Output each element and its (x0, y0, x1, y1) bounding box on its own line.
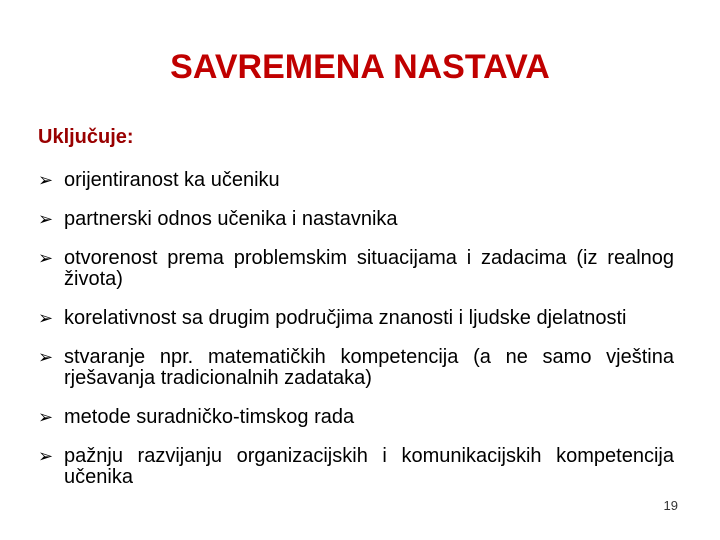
arrowhead-bullet-icon: ➢ (38, 170, 54, 190)
arrowhead-bullet-icon: ➢ (38, 308, 54, 328)
bullet-item-5 (38, 347, 674, 389)
bullet-text: orijentiranost ka učeniku (64, 169, 280, 191)
arrowhead-bullet-icon: ➢ (38, 347, 54, 367)
arrowhead-bullet-icon: ➢ (38, 209, 54, 229)
bullet-text: pažnju razvijanju organizacijskih i komunikacijskih kompetencija učenika (64, 445, 674, 488)
bullet-item-3 (38, 248, 674, 290)
slide-title: SAVREMENA NASTAVA (170, 48, 550, 86)
arrowhead-bullet-icon: ➢ (38, 407, 54, 427)
bullet-item-1 (38, 170, 674, 191)
bullet-item-6 (38, 407, 674, 428)
bullet-list (38, 170, 674, 506)
bullet-text: korelativnost sa drugim područjima znanosti i ljudske djelatnosti (64, 307, 627, 329)
bullet-text: otvorenost prema problemskim situacijama i zadacima (iz realnog života) (64, 247, 674, 290)
arrowhead-bullet-icon: ➢ (38, 446, 54, 466)
page-number: 19 (663, 498, 678, 513)
bullet-text: metode suradničko-timskog rada (64, 406, 355, 428)
arrowhead-bullet-icon: ➢ (38, 248, 54, 268)
bullet-item-2 (38, 209, 674, 230)
bullet-text: partnerski odnos učenika i nastavnika (64, 208, 398, 230)
bullet-item-4 (38, 308, 674, 329)
bullet-item-7 (38, 446, 674, 488)
slide-subtitle: Uključuje: (38, 126, 134, 148)
bullet-text: stvaranje npr. matematičkih kompetencija (a ne samo vještina rješavanja tradicionalnih zadataka) (64, 346, 674, 389)
